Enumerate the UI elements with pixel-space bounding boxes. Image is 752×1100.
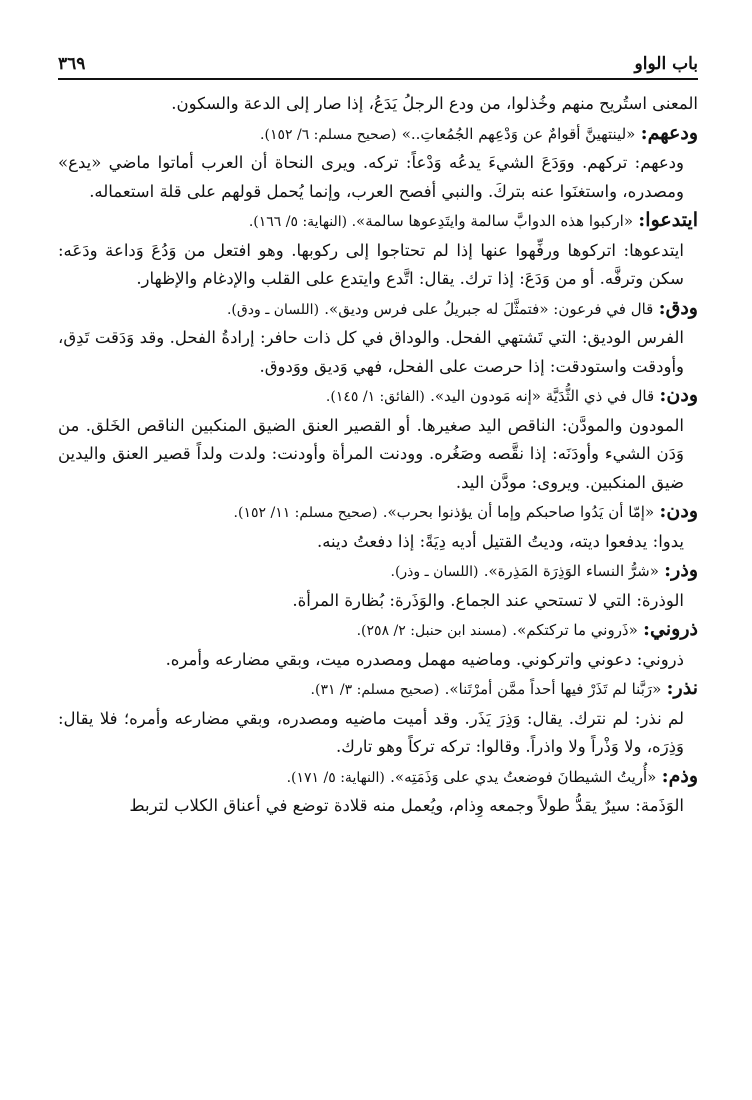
entry-word: ذروني:	[643, 618, 698, 640]
entry-heading	[58, 206, 698, 237]
entry-word: ودعهم:	[640, 121, 698, 144]
entry-heading	[58, 556, 698, 587]
entry-explanation: ذروني: دعوني واتركوني. وماضيه مهمل ومصدره ميت، وبقي مضارعه وأمره.	[165, 649, 684, 669]
entry-hadith: «رَبَّنا لم تَذَرْ فيها أحداً ممَّن أمرْتَنا».	[444, 680, 662, 698]
entry-word: وذر:	[664, 559, 698, 581]
entry	[58, 497, 698, 556]
entry-hadith: «شرُّ النساء الوَذِرَة المَذِرة».	[483, 562, 659, 580]
entry-explanation: الفرس الوديق: التي تَشتهي الفحل. والوداق في كل ذات حافر: إرادةُ الفحل. وقد وَدَقت تَدِق، وأودقت واستودقت: إذا حرصت على الفحل، فهي وَديق ووَدوق.	[58, 328, 684, 376]
entry-source: . (النهاية: ٥/ ١٦٦).	[248, 214, 357, 230]
entry	[58, 119, 698, 207]
entry-hadith: «أُريتُ الشيطانَ فوضعتُ يدي على وَذَمَتِه».	[390, 767, 657, 786]
page-number: ٣٦٩	[58, 54, 86, 74]
entry-heading	[58, 294, 698, 325]
entry	[58, 381, 698, 497]
entry-source: (النهاية: ٥/ ١٧١).	[286, 769, 385, 786]
entry-source: (صحيح مسلم: ١١/ ١٥٢).	[233, 505, 378, 521]
entry-heading	[58, 674, 698, 705]
entry-word: ودن:	[659, 500, 698, 522]
entry-word: وذم:	[661, 764, 698, 787]
entry-hadith: «اركبوا هذه الدوابَّ سالمة وايتَدِعوها سالمة»	[356, 212, 634, 230]
entry-explanation: ايتدعوها: اتركوها ورفِّهوا عنها إذا لم تحتاجوا إلى ركوبها. وهو افتعل من وَدُعَ وَداعة ودَعَه: سكن وترفَّه. أو من وَدَعَ: إذا ترك. يقال: اتَّدع وايتدع على القلب والإدغام والإظهار.	[58, 240, 684, 288]
entry-explanation: يدوا: يدفعوا ديته، وديتُ القتيل أديه دِيَةً: إذا دفعتُ دينه.	[316, 531, 684, 551]
entry-word: نذر:	[666, 677, 698, 699]
entry-explanation: المودون والمودَّن: الناقص اليد صغيرها. أو القصير العنق الضيق المنكبين الناقص الخَلق. من وَدَن الشيء وأودَنَه: إذا نقَّصه وصَغُره. وودنت المرأة وأودنت: ولدت ولداً قصير العنق واليدين ضيق المنكبين. ويروى: مودَّن اليد.	[58, 415, 684, 492]
entry-word: ايتدعوا:	[638, 209, 698, 231]
entry-heading	[58, 381, 698, 412]
entry-source: (الفائق: ١/ ١٤٥).	[325, 389, 425, 405]
entry	[58, 556, 698, 615]
entry	[58, 674, 698, 762]
entry-source: (صحيح مسلم: ٦/ ١٥٢).	[260, 126, 397, 143]
book-page	[58, 50, 698, 1080]
entry-explanation: لم نذر: لم نترك. يقال: وَذِرَ يَذَر. وقد أميت ماضيه ومصدره، وبقي مضارعه وأمره؛ فلا يقال: وَذِرَه، ولا وَذْراً ولا واذراً. وقالوا: تركه تركاً وهو تارك.	[58, 708, 684, 756]
entry-heading	[58, 615, 698, 646]
entry-hadith: قال في فرعون: «فتمثَّلَ له جبريلُ على فرس وديق».	[324, 299, 654, 318]
page-body	[58, 90, 698, 821]
intro-paragraph: المعنى استُريح منهم وخُذلوا، من ودع الرجلُ يَدَعُ، إذا صار إلى الدعة والسكون.	[171, 94, 698, 113]
entry-hadith: قال في ذي الثُّدَيَّة «إنه مَودون اليد».	[430, 387, 655, 405]
entry-heading	[58, 762, 698, 793]
entry-source: (مسند ابن حنبل: ٢/ ٢٥٨).	[356, 623, 508, 639]
entry-hadith: «ذَروني ما تركتكم».	[512, 621, 638, 639]
entry-explanation: ودعهم: تركهم. ووَدَعَ الشيءَ يدعُه وَدْعاً: تركه. ويرى النحاة أن العرب أماتوا ماضي «يدع» ومصدره، واستغنَوا عنه بتركَ. والنبي أفصح العرب، وإنما يُحمل قولهم على قلة استعماله.	[58, 153, 684, 201]
entry-word: ودن:	[659, 384, 698, 406]
entry-heading	[58, 119, 698, 150]
entry	[58, 615, 698, 674]
page-header	[58, 50, 698, 80]
entry-source: (اللسان ـ ودق).	[226, 301, 320, 318]
entry	[58, 294, 698, 382]
entry-explanation: الوذرة: التي لا تستحي عند الجماع. والوَذَرة: بُظارة المرأة.	[292, 590, 684, 610]
section-title: باب الواو	[634, 54, 698, 74]
entry-hadith: «إمّا أن يَدُوا صاحبكم وإما أن يؤذنوا بحرب».	[382, 503, 655, 521]
entry	[58, 206, 698, 294]
entry-word: ودق:	[658, 296, 698, 319]
entry-hadith: «لينتهينَّ أقوامٌ عن وَدْعِهم الجُمُعاتِ..»	[401, 124, 636, 143]
entry-explanation: الوَذَمة: سيرٌ يقدُّ طولاً وجمعه وِذام، ويُعمل منه قلادة توضع في أعناق الكلاب لتربط	[129, 796, 684, 815]
entry	[58, 762, 698, 821]
entry-source: (صحيح مسلم: ٣/ ٣١).	[310, 682, 440, 698]
entry-heading	[58, 497, 698, 528]
entry-source: (اللسان ـ وذر).	[390, 564, 479, 580]
